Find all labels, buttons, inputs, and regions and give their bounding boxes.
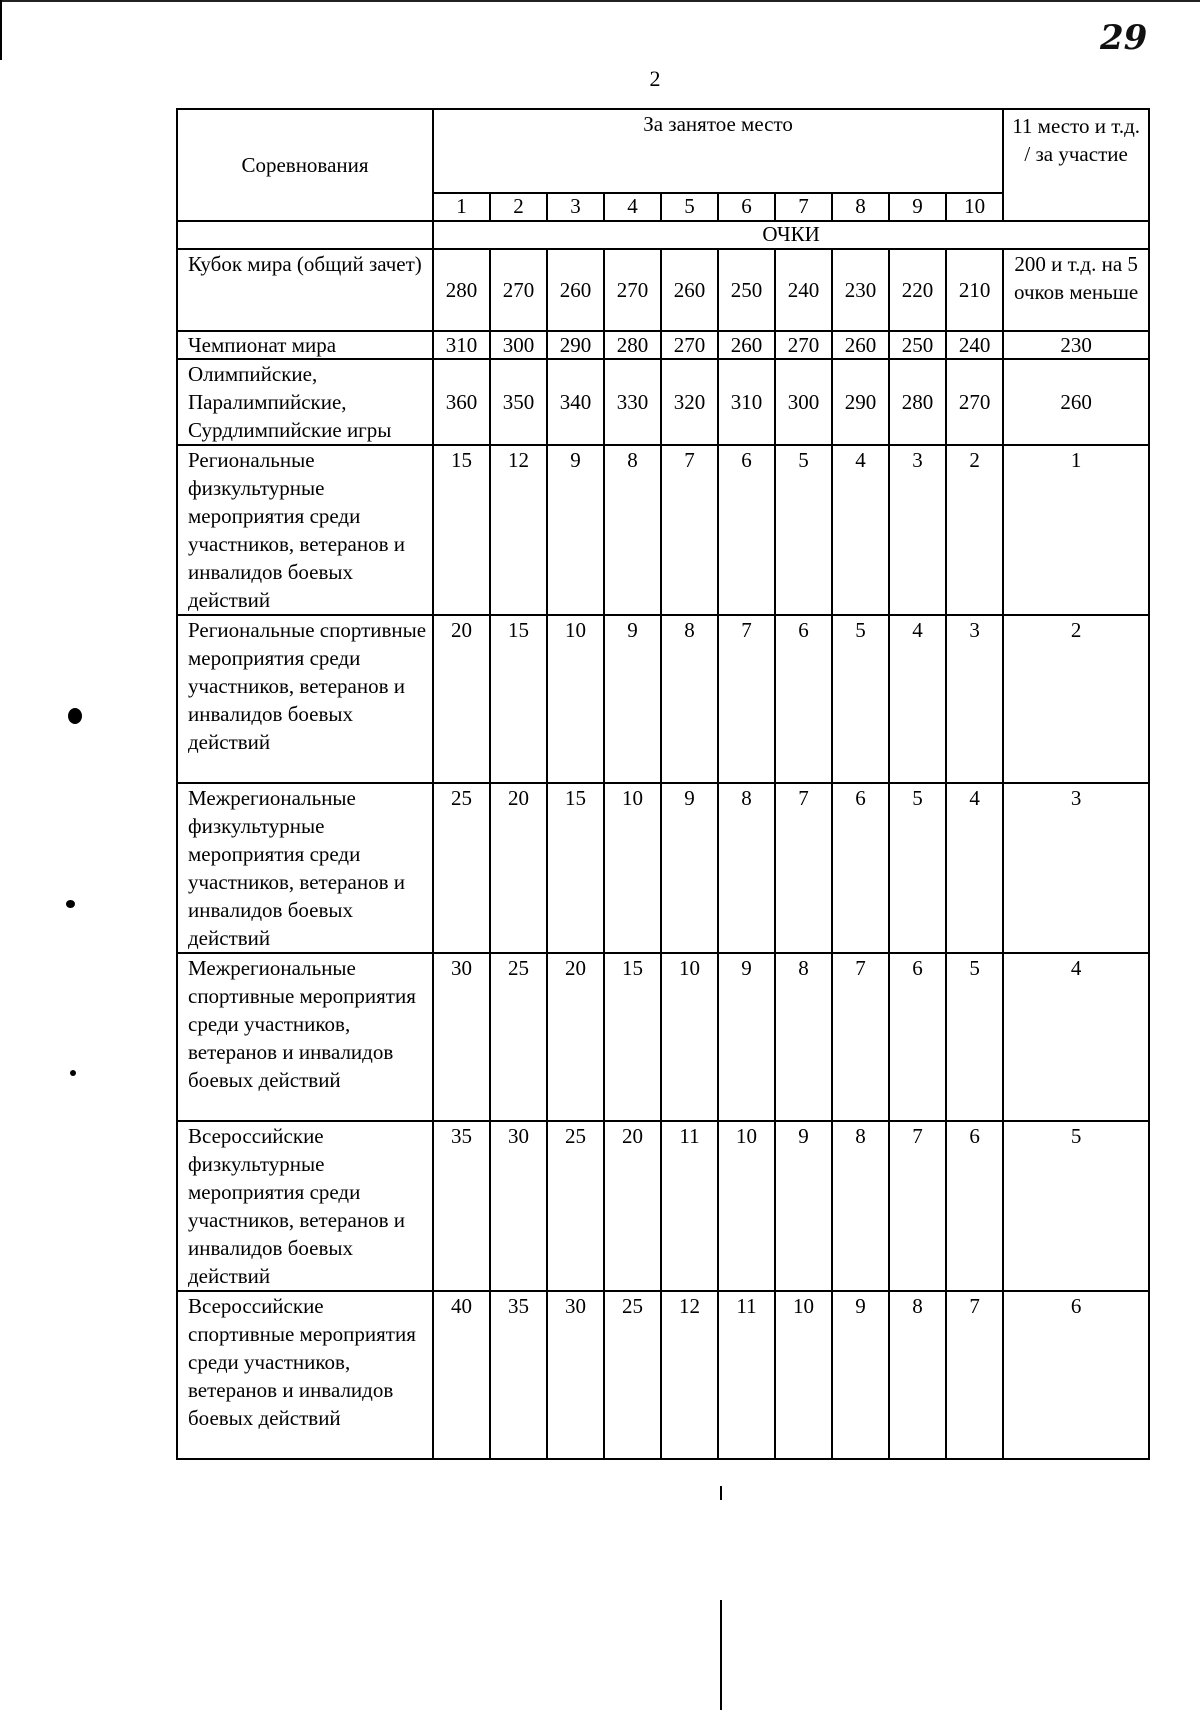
place-value: 11 <box>661 1121 718 1291</box>
place-value: 230 <box>832 249 889 331</box>
place-value: 4 <box>946 783 1003 953</box>
place-value: 6 <box>718 445 775 615</box>
scan-speck <box>68 708 82 724</box>
place-value: 280 <box>889 359 946 445</box>
place-value: 10 <box>547 615 604 783</box>
table-row <box>177 615 1149 783</box>
competition-name: Региональные спортивные мероприятия среди участников, ветеранов и инвалидов боевых действий <box>177 615 433 783</box>
place-value: 6 <box>775 615 832 783</box>
place-value: 3 <box>889 445 946 615</box>
page-number: 2 <box>649 66 661 91</box>
other-places-value: 4 <box>1003 953 1149 1121</box>
place-value: 210 <box>946 249 1003 331</box>
competition-name: Кубок мира (общий зачет) <box>177 249 433 331</box>
place-value: 7 <box>661 445 718 615</box>
place-value: 10 <box>661 953 718 1121</box>
place-value: 10 <box>718 1121 775 1291</box>
place-value: 320 <box>661 359 718 445</box>
place-value: 6 <box>889 953 946 1121</box>
place-value: 25 <box>490 953 547 1121</box>
place-value: 8 <box>604 445 661 615</box>
place-value: 300 <box>775 359 832 445</box>
competition-name: Межрегиональные спортивные мероприятия среди участников, ветеранов и инвалидов боевых действий <box>177 953 433 1121</box>
place-value: 35 <box>433 1121 490 1291</box>
place-value: 270 <box>775 331 832 359</box>
top-scan-edge <box>0 0 1200 2</box>
place-value: 9 <box>718 953 775 1121</box>
place-value: 25 <box>547 1121 604 1291</box>
competition-name: Всероссийские спортивные мероприятия среди участников, ветеранов и инвалидов боевых действий <box>177 1291 433 1459</box>
scan-speck <box>70 1070 76 1076</box>
place-value: 7 <box>832 953 889 1121</box>
other-places-value: 230 <box>1003 331 1149 359</box>
place-value: 6 <box>832 783 889 953</box>
place-value: 15 <box>433 445 490 615</box>
header-place-7: 7 <box>775 193 832 221</box>
header-competitions: Соревнования <box>177 109 433 221</box>
place-value: 310 <box>433 331 490 359</box>
place-value: 9 <box>775 1121 832 1291</box>
table-row <box>177 1291 1149 1459</box>
points-label: ОЧКИ <box>433 221 1149 249</box>
place-value: 260 <box>832 331 889 359</box>
place-value: 9 <box>832 1291 889 1459</box>
header-place-2: 2 <box>490 193 547 221</box>
scan-speck <box>66 900 75 908</box>
place-value: 300 <box>490 331 547 359</box>
place-value: 20 <box>433 615 490 783</box>
place-value: 5 <box>889 783 946 953</box>
place-value: 260 <box>547 249 604 331</box>
place-value: 270 <box>604 249 661 331</box>
place-value: 250 <box>718 249 775 331</box>
place-value: 9 <box>547 445 604 615</box>
place-value: 25 <box>433 783 490 953</box>
place-value: 15 <box>490 615 547 783</box>
place-value: 260 <box>718 331 775 359</box>
place-value: 7 <box>775 783 832 953</box>
other-places-value: 200 и т.д. на 5 очков меньше <box>1003 249 1149 331</box>
place-value: 250 <box>889 331 946 359</box>
table-row <box>177 249 1149 331</box>
place-value: 30 <box>433 953 490 1121</box>
place-value: 290 <box>547 331 604 359</box>
place-value: 8 <box>775 953 832 1121</box>
place-value: 4 <box>889 615 946 783</box>
place-value: 350 <box>490 359 547 445</box>
place-value: 9 <box>604 615 661 783</box>
competition-name: Региональные физкультурные мероприятия среди участников, ветеранов и инвалидов боевых действий <box>177 445 433 615</box>
place-value: 9 <box>661 783 718 953</box>
place-value: 15 <box>547 783 604 953</box>
other-places-value: 260 <box>1003 359 1149 445</box>
place-value: 10 <box>604 783 661 953</box>
place-value: 260 <box>661 249 718 331</box>
other-places-value: 1 <box>1003 445 1149 615</box>
place-value: 5 <box>946 953 1003 1121</box>
place-value: 8 <box>832 1121 889 1291</box>
place-value: 360 <box>433 359 490 445</box>
place-value: 15 <box>604 953 661 1121</box>
place-value: 30 <box>490 1121 547 1291</box>
table-row <box>177 445 1149 615</box>
place-value: 7 <box>718 615 775 783</box>
place-value: 30 <box>547 1291 604 1459</box>
place-value: 3 <box>946 615 1003 783</box>
place-value: 8 <box>889 1291 946 1459</box>
place-value: 310 <box>718 359 775 445</box>
place-value: 25 <box>604 1291 661 1459</box>
place-value: 6 <box>946 1121 1003 1291</box>
table-row <box>177 331 1149 359</box>
header-place-8: 8 <box>832 193 889 221</box>
left-scan-edge <box>0 0 5 60</box>
header-place-3: 3 <box>547 193 604 221</box>
header-place-1: 1 <box>433 193 490 221</box>
header-place-6: 6 <box>718 193 775 221</box>
place-value: 20 <box>547 953 604 1121</box>
place-value: 8 <box>718 783 775 953</box>
competition-name: Межрегиональные физкультурные мероприятия среди участников, ветеранов и инвалидов боевых действий <box>177 783 433 953</box>
other-places-value: 5 <box>1003 1121 1149 1291</box>
competition-name: Всероссийские физкультурные мероприятия среди участников, ветеранов и инвалидов боевых действий <box>177 1121 433 1291</box>
place-value: 8 <box>661 615 718 783</box>
table-row <box>177 359 1149 445</box>
place-value: 4 <box>832 445 889 615</box>
place-value: 5 <box>832 615 889 783</box>
header-other-places: 11 место и т.д. / за участие <box>1003 109 1149 221</box>
place-value: 330 <box>604 359 661 445</box>
place-value: 35 <box>490 1291 547 1459</box>
header-place-9: 9 <box>889 193 946 221</box>
place-value: 280 <box>433 249 490 331</box>
competition-name: Олимпийские, Паралимпийские, Сурдлимпийские игры <box>177 359 433 445</box>
header-place-10: 10 <box>946 193 1003 221</box>
place-value: 7 <box>946 1291 1003 1459</box>
place-value: 2 <box>946 445 1003 615</box>
place-value: 270 <box>946 359 1003 445</box>
other-places-value: 3 <box>1003 783 1149 953</box>
scan-speck <box>720 1600 722 1710</box>
place-value: 11 <box>718 1291 775 1459</box>
place-value: 240 <box>775 249 832 331</box>
place-value: 280 <box>604 331 661 359</box>
table-row <box>177 1121 1149 1291</box>
place-value: 20 <box>490 783 547 953</box>
place-value: 10 <box>775 1291 832 1459</box>
points-row-blank <box>177 221 433 249</box>
place-value: 270 <box>490 249 547 331</box>
place-value: 340 <box>547 359 604 445</box>
place-value: 12 <box>490 445 547 615</box>
place-value: 290 <box>832 359 889 445</box>
header-place-group: За занятое место <box>433 109 1003 193</box>
competition-name: Чемпионат мира <box>177 331 433 359</box>
header-place-5: 5 <box>661 193 718 221</box>
place-value: 270 <box>661 331 718 359</box>
points-table <box>176 108 1150 1460</box>
place-value: 220 <box>889 249 946 331</box>
handwritten-sheet-number: 29 <box>1100 18 1148 58</box>
header-place-4: 4 <box>604 193 661 221</box>
place-value: 240 <box>946 331 1003 359</box>
table-row <box>177 783 1149 953</box>
place-value: 12 <box>661 1291 718 1459</box>
other-places-value: 2 <box>1003 615 1149 783</box>
place-value: 7 <box>889 1121 946 1291</box>
place-value: 20 <box>604 1121 661 1291</box>
place-value: 40 <box>433 1291 490 1459</box>
other-places-value: 6 <box>1003 1291 1149 1459</box>
place-value: 5 <box>775 445 832 615</box>
scan-speck <box>720 1486 722 1500</box>
table-row <box>177 953 1149 1121</box>
